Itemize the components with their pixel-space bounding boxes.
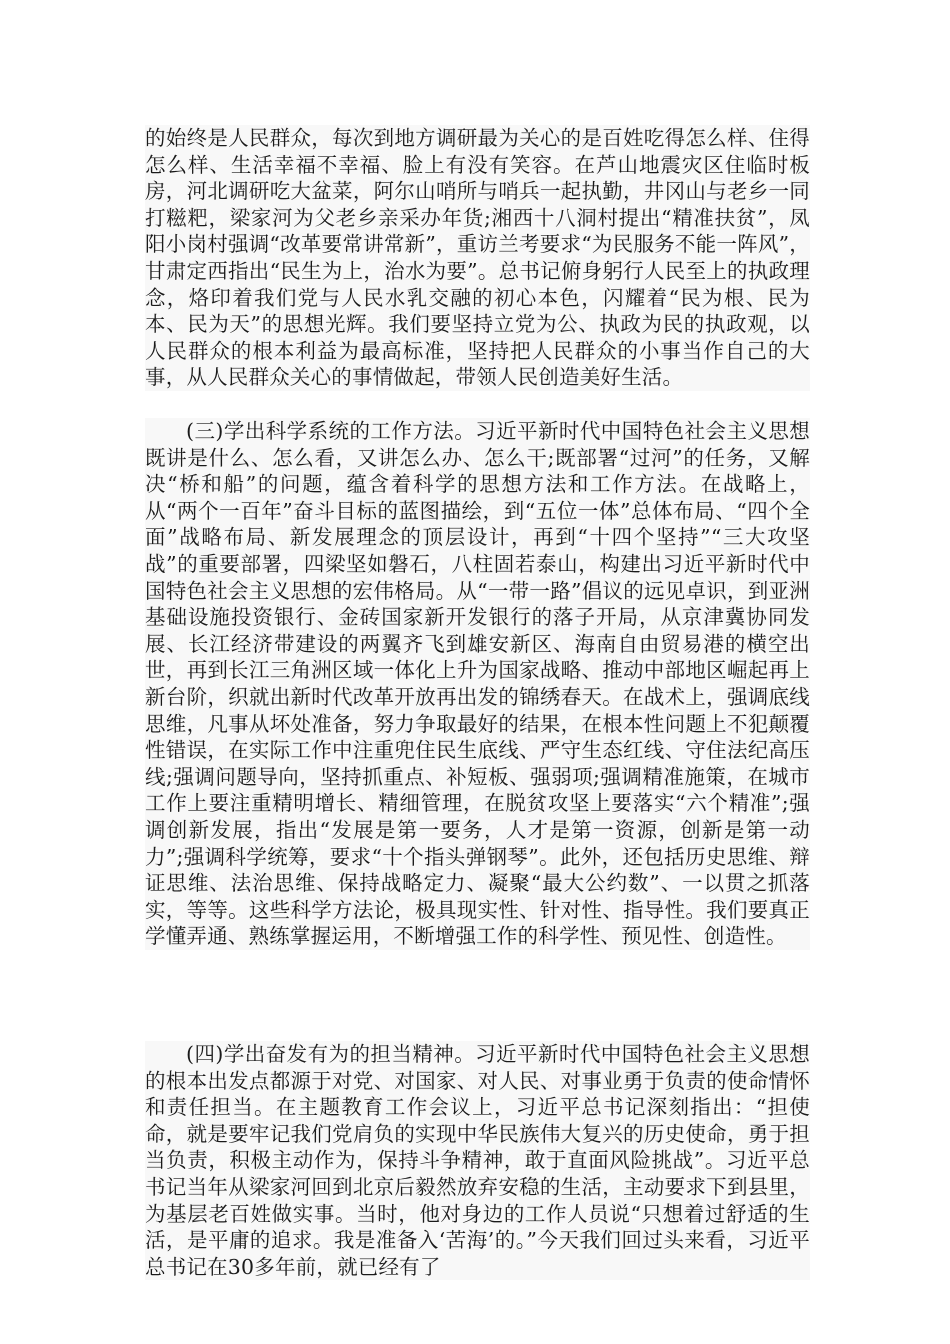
text-block-section-4 (145, 1041, 810, 1280)
paragraph-section-4-responsibility: (四)学出奋发有为的担当精神。习近平新时代中国特色社会主义思想的根本出发点都源于对党、对国家、对人民、对事业勇于负责的使命情怀和责任担当。在主题教育工作会议上，习近平总书记深刻指出：“担使命，就是要牢记我们党肩负的实现中华民族伟大复兴的历史使命，勇于担当负责，积极主动作为，保持斗争精神，敢于直面风险挑战”。习近平总书记当年从梁家河回到北京后毅然放弃安稳的生活，主动要求下到县里，为基层老百姓做实事。当时，他对身边的工作人员说“只想着过舒适的生活，是平庸的追求。我是准备入‘苦海’的。”今天我们回过头来看，习近平总书记在30多年前，就已经有了 (145, 1042, 810, 1279)
text-block-section-3 (145, 418, 810, 950)
text-block-continuation (145, 125, 810, 391)
paragraph-section-3-methods: (三)学出科学系统的工作方法。习近平新时代中国特色社会主义思想既讲是什么、怎么看，又讲怎么办、怎么干;既部署“过河”的任务，又解决“桥和船”的问题，蕴含着科学的思想方法和工作方法。在战略上，从“两个一百年”奋斗目标的蓝图描绘，到“五位一体”总体布局、“四个全面”战略布局、新发展理念的顶层设计，再到“十四个坚持”“三大攻坚战”的重要部署，四梁坚如磐石，八柱固若泰山，构建出习近平新时代中国特色社会主义思想的宏伟格局。从“一带一路”倡议的远见卓识，到亚洲基础设施投资银行、金砖国家新开发银行的落子开局，从京津冀协同发展、长江经济带建设的两翼齐飞到雄安新区、海南自由贸易港的横空出世，再到长江三角洲区域一体化上升为国家战略、推动中部地区崛起再上新台阶，织就出新时代改革开放再出发的锦绣春天。在战术上，强调底线思维，凡事从坏处准备，努力争取最好的结果，在根本性问题上不犯颠覆性错误，在实际工作中注重兜住民生底线、严守生态红线、守住法纪高压线;强调问题导向，坚持抓重点、补短板、强弱项;强调精准施策，在城市工作上要注重精明增长、精细管理，在脱贫攻坚上要落实“六个精准”;强调创新发展，指出“发展是第一要务，人才是第一资源，创新是第一动力”;强调科学统筹，要求“十个指头弹钢琴”。此外，还包括历史思维、辩证思维、法治思维、保持战略定力、凝聚“最大公约数”、一以贯之抓落实，等等。这些科学方法论，极具现实性、针对性、指导性。我们要真正学懂弄通、熟练掌握运用，不断增强工作的科学性、预见性、创造性。 (145, 419, 810, 949)
paragraph-people-centered: 的始终是人民群众，每次到地方调研最为关心的是百姓吃得怎么样、住得怎么样、生活幸福不幸福、脸上有没有笑容。在芦山地震灾区住临时板房，河北调研吃大盆菜，阿尔山哨所与哨兵一起执勤，井冈山与老乡一同打糍粑，梁家河为父老乡亲采办年货;湘西十八洞村提出“精准扶贫”，凤阳小岗村强调“改革要常讲常新”，重访兰考要求“为民服务不能一阵风”，甘肃定西指出“民生为上，治水为要”。总书记俯身躬行人民至上的执政理念，烙印着我们党与人民水乳交融的初心本色，闪耀着“民为根、民为本、民为天”的思想光辉。我们要坚持立党为公、执政为民的执政观，以人民群众的根本利益为最高标准，坚持把人民群众的小事当作自己的大事，从人民群众关心的事情做起，带领人民创造美好生活。 (145, 126, 810, 390)
